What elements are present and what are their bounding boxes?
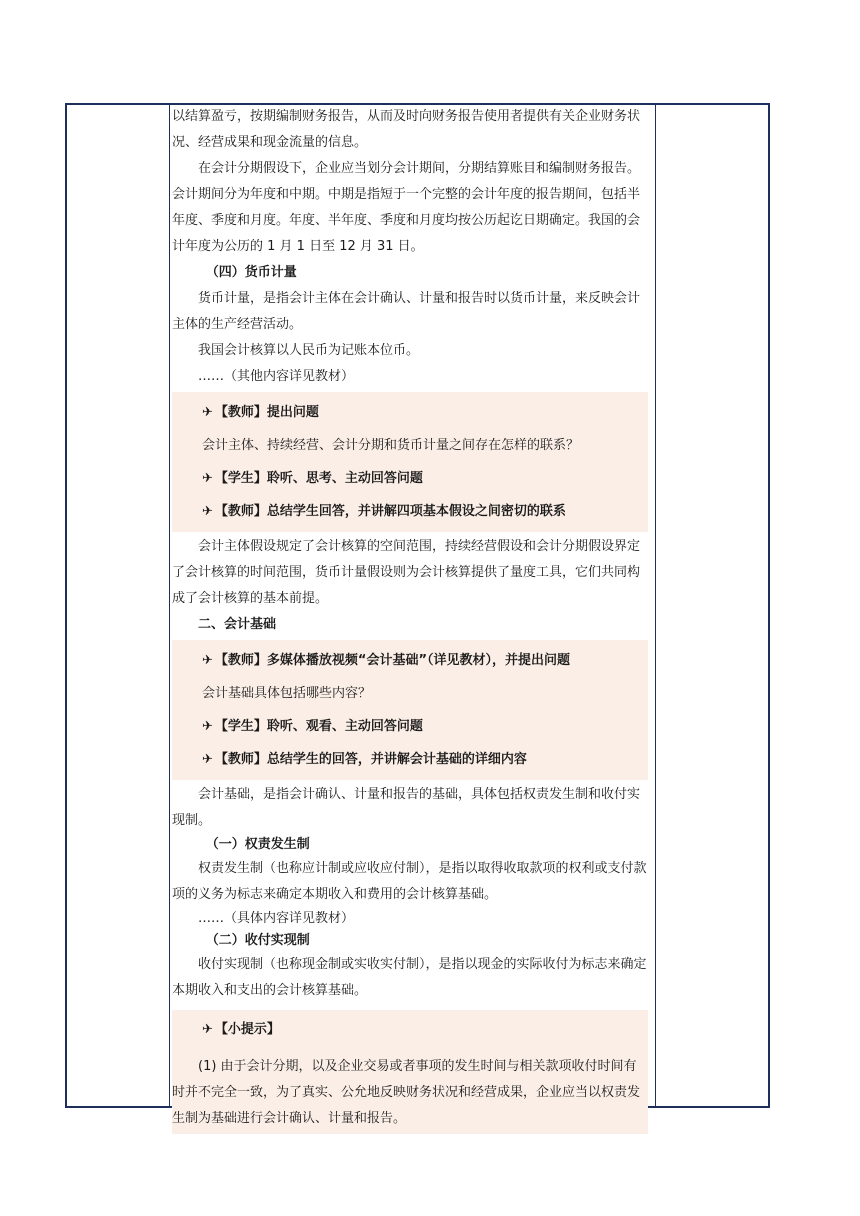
student-row	[172, 710, 648, 743]
plane-icon: ✈	[202, 504, 213, 519]
teacher-question-label: 【教师】多媒体播放视频“会计基础”（详见教材），并提出问题	[214, 653, 570, 668]
paragraph: 在会计分期假设下，企业应当划分会计期间，分期结算账目和编制财务报告。会计期间分为年度和中期。中期是指短于一个完整的会计年度的报告期间，包括半年度、季度和月度。年度、半年度、季度和月度均按公历起讫日期确定。我国的会计年度为公历的 1 月 1 日至 12 月 31 日。	[172, 161, 641, 254]
teacher-summary-label: 【教师】总结学生的回答，并讲解会计基础的详细内容	[214, 752, 527, 767]
student-label: 【学生】聆听、思考、主动回答问题	[214, 471, 423, 486]
question-text: 会计基础具体包括哪些内容？	[202, 686, 372, 701]
column-divider-left	[169, 105, 170, 1106]
plane-icon: ✈	[202, 471, 213, 486]
paragraph: ……（其他内容详见教材）	[198, 369, 355, 384]
tip-row	[172, 1016, 648, 1044]
plane-icon: ✈	[202, 752, 213, 767]
student-row	[172, 462, 648, 495]
plane-icon: ✈	[202, 719, 213, 734]
paragraph: ……（具体内容详见教材）	[198, 911, 355, 926]
teacher-question-row	[172, 644, 648, 677]
paragraph: 会计基础，是指会计确认、计量和报告的基础，具体包括权责发生制和收付实现制。	[172, 787, 641, 828]
paragraph: 收付实现制（也称现金制或实收实付制），是指以现金的实际收付为标志来确定本期收入和支出的会计核算基础。	[172, 957, 647, 998]
paragraph: 会计主体假设规定了会计核算的空间范围，持续经营假设和会计分期假设界定了会计核算的时间范围，货币计量假设则为会计核算提供了量度工具，它们共同构成了会计核算的基本前提。	[172, 539, 641, 606]
paragraph: 权责发生制（也称应计制或应收应付制），是指以取得收取款项的权利或支付款项的义务为标志来确定本期收入和费用的会计核算基础。	[172, 861, 647, 902]
paragraph: 我国会计核算以人民币为记账本位币。	[198, 343, 420, 358]
plane-icon: ✈	[202, 653, 213, 668]
tip-box	[172, 1010, 648, 1134]
teacher-question-row	[172, 396, 648, 429]
tip-paragraph: (1) 由于会计分期，以及企业交易或者事项的发生时间与相关款项收付时间有时并不完全一致，为了真实、公允地反映财务状况和经营成果，企业应当以权责发生制为基础进行会计确认、计量和报告。	[172, 1059, 641, 1126]
student-label: 【学生】聆听、观看、主动回答问题	[214, 719, 423, 734]
lesson-content	[172, 104, 648, 1134]
question-text: 会计主体、持续经营、会计分期和货币计量之间存在怎样的联系？	[202, 438, 580, 453]
activity-box	[172, 640, 648, 780]
activity-box	[172, 392, 648, 532]
section-heading: （一）权责发生制	[205, 837, 310, 852]
paragraph: 以结算盈亏，按期编制财务报告，从而及时向财务报告使用者提供有关企业财务状况、经营成果和现金流量的信息。	[172, 109, 641, 150]
teacher-summary-row	[172, 743, 648, 776]
paragraph: 货币计量，是指会计主体在会计确认、计量和报告时以货币计量，来反映会计主体的生产经营活动。	[172, 291, 641, 332]
tip-label: 【小提示】	[214, 1022, 280, 1037]
teacher-summary-row	[172, 495, 648, 528]
teacher-question-label: 【教师】提出问题	[214, 405, 319, 420]
plane-icon: ✈	[202, 1022, 213, 1037]
plane-icon: ✈	[202, 405, 213, 420]
teacher-summary-label: 【教师】总结学生回答，并讲解四项基本假设之间密切的联系	[214, 504, 566, 519]
column-divider-right	[655, 105, 656, 1106]
section-heading: （二）收付实现制	[205, 933, 310, 948]
section-heading: 二、会计基础	[198, 617, 277, 632]
section-heading: （四）货币计量	[205, 265, 297, 280]
